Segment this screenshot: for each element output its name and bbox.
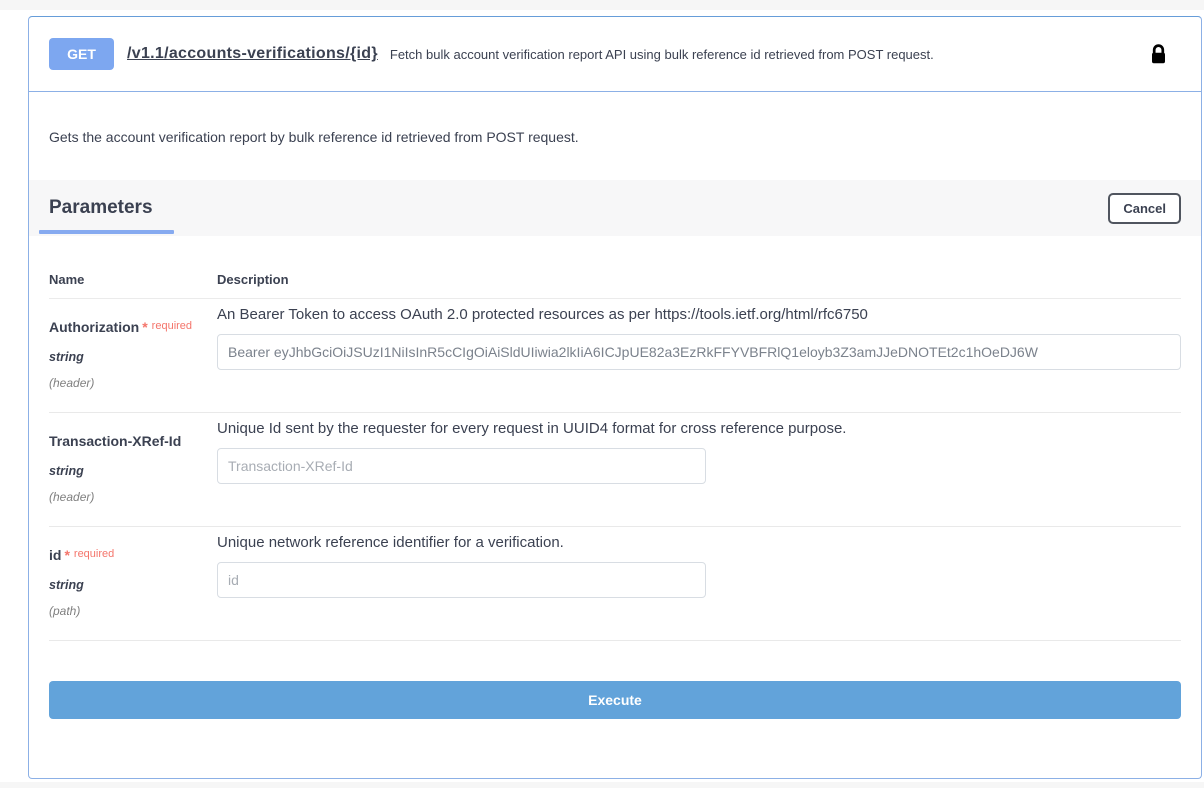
parameter-row-id bbox=[49, 527, 1181, 641]
api-endpoint-panel bbox=[28, 16, 1202, 779]
execute-section bbox=[29, 641, 1201, 719]
parameter-name bbox=[49, 319, 217, 335]
execute-button[interactable]: Execute bbox=[49, 681, 1181, 719]
endpoint-path-link[interactable]: /v1.1/accounts-verifications/{id} bbox=[127, 45, 378, 62]
parameter-type: string bbox=[49, 578, 84, 592]
id-input[interactable] bbox=[217, 562, 706, 598]
parameter-type: string bbox=[49, 350, 84, 364]
parameter-description: Unique Id sent by the requester for every request in UUID4 format for cross reference purpose. bbox=[217, 420, 847, 437]
endpoint-summary-row[interactable] bbox=[29, 17, 1201, 92]
column-header-description: Description bbox=[217, 272, 289, 287]
required-asterisk: * bbox=[64, 547, 70, 563]
lock-closed-icon bbox=[1150, 53, 1167, 68]
parameters-title: Parameters bbox=[49, 197, 153, 218]
parameter-description-cell bbox=[217, 534, 1181, 640]
parameter-description: An Bearer Token to access OAuth 2.0 protected resources as per https://tools.ietf.org/html/rfc6750 bbox=[217, 306, 868, 323]
parameter-type: string bbox=[49, 464, 84, 478]
parameter-name: Transaction-XRef-Id bbox=[49, 433, 182, 449]
column-header-name: Name bbox=[49, 272, 85, 287]
parameter-name-text: Authorization bbox=[49, 319, 140, 335]
parameters-section-header bbox=[29, 180, 1201, 236]
parameter-name-cell bbox=[49, 534, 217, 640]
parameter-row-transaction-xref-id bbox=[49, 413, 1181, 527]
page-bottom-strip bbox=[0, 782, 1204, 788]
parameters-table bbox=[29, 236, 1201, 641]
http-method-badge: GET bbox=[49, 38, 114, 70]
parameter-description: Unique network reference identifier for a verification. bbox=[217, 534, 564, 551]
parameter-description-cell bbox=[217, 306, 1181, 412]
required-label: required bbox=[73, 548, 115, 560]
parameter-name-cell bbox=[49, 306, 217, 412]
parameter-name bbox=[49, 547, 217, 563]
parameters-table-header bbox=[49, 236, 1181, 299]
parameter-name-cell bbox=[49, 420, 217, 526]
endpoint-summary-text: Fetch bulk account verification report API using bulk reference id retrieved from POST request. bbox=[389, 46, 934, 62]
parameter-description-cell bbox=[217, 420, 1181, 526]
transaction-xref-id-input[interactable] bbox=[217, 448, 706, 484]
parameter-name-text: id bbox=[49, 547, 62, 563]
authorize-lock-button[interactable] bbox=[1150, 44, 1167, 65]
parameter-row-authorization bbox=[49, 299, 1181, 413]
parameters-tab-underline bbox=[39, 230, 174, 234]
parameter-location: (header) bbox=[49, 490, 95, 504]
required-asterisk: * bbox=[142, 319, 148, 335]
cancel-button[interactable]: Cancel bbox=[1108, 193, 1181, 224]
endpoint-description: Gets the account verification report by bulk reference id retrieved from POST request. bbox=[49, 129, 579, 145]
page-top-strip bbox=[0, 0, 1204, 10]
parameter-location: (header) bbox=[49, 376, 95, 390]
parameter-location: (path) bbox=[49, 604, 81, 618]
authorization-input[interactable] bbox=[217, 334, 1181, 370]
required-label: required bbox=[151, 320, 193, 332]
